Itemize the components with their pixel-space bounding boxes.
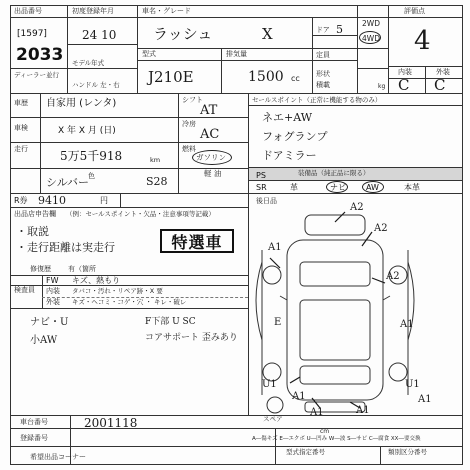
color-label: 色 [88, 172, 95, 180]
report-note: F下部 U SC [145, 317, 196, 327]
load-label: 積載 [316, 81, 330, 89]
cm-unit: cm [320, 428, 330, 435]
exterior-grade: C [434, 76, 446, 94]
declaration-label: 出品店申告欄 [14, 210, 56, 218]
cc-unit: cc [291, 74, 300, 83]
equipment-item: SR [256, 183, 267, 192]
cert-label: 型式指定番号 [286, 448, 325, 456]
selling-point-item: ネエ+AW [262, 111, 313, 124]
drive-2wd: 2WD [362, 19, 380, 28]
damage-mark: A1 [356, 405, 370, 416]
damage-mark: A2 [386, 271, 400, 282]
ac-value: AC [200, 127, 220, 142]
damage-mark: A1 [292, 391, 306, 402]
report-note: コアサポート 歪みあり [145, 333, 238, 343]
damage-legend: A―傷キズ E―エクボ U―凹み W―波 S―サビ C―腐食 XX―要交換 [252, 436, 421, 442]
declaration-line: ・走行距離は実走行 [16, 241, 115, 254]
shape-label: 形状 [316, 70, 330, 78]
damage-mark: A2 [350, 202, 364, 213]
evaluation-score: 4 [414, 26, 431, 56]
class-label: 類別区分番号 [388, 448, 427, 456]
selling-points-label: セールスポイント（正常に機能する物のみ） [252, 96, 382, 104]
spare-label: スペア [263, 415, 283, 423]
damage-mark: A1 [310, 407, 324, 418]
damage-mark: U1 [262, 379, 277, 390]
fuel-light: 軽 油 [204, 169, 222, 178]
bottom-label: 希望出品コーナー [30, 453, 86, 461]
bracket-number: [1597] [17, 29, 47, 39]
capacity-label: 定員 [316, 51, 330, 59]
damage-mark: A1 [268, 242, 282, 253]
equipment-item: 革 [290, 183, 298, 192]
equipment-item: 本革 [404, 183, 420, 192]
shift-label: シフト [182, 96, 203, 104]
color-value: シルバー [46, 176, 89, 189]
inspector-label: 検査員 [14, 286, 35, 294]
declaration-line: ・取説 [16, 225, 49, 238]
displacement-value: 1500 [248, 69, 284, 85]
damage-mark: E [274, 317, 282, 328]
evaluation-label: 評価点 [404, 7, 425, 15]
grade: X [262, 25, 273, 43]
equipment-label: 装備品（純正品に限る） [298, 169, 370, 177]
history-label: 車歴 [14, 99, 28, 107]
color-code: S28 [146, 175, 168, 188]
equipment-item: PS [256, 171, 266, 180]
handle-label: ハンドル 左・右 [72, 81, 120, 89]
interior-grade: C [398, 76, 410, 94]
reg-no-label: 登録番号 [20, 434, 48, 442]
model-name: ラッシュ [153, 25, 213, 43]
lot-number-label: 出品番号 [14, 7, 42, 15]
recycle-label: R券 [14, 196, 28, 205]
model-label: 車名・グレード [142, 7, 191, 15]
report-note: ナビ・U [30, 317, 69, 328]
history-value: 自家用 (レンタ) [46, 98, 117, 109]
fw-note: キズ、熱もり [72, 276, 121, 285]
repair-label: 修復歴 [30, 265, 51, 273]
doors-value: 5 [336, 23, 343, 36]
damage-mark: A1 [400, 319, 414, 330]
damage-mark: U1 [405, 379, 420, 390]
special-stamp-text: 特選車 [171, 232, 223, 252]
kg-unit: kg [378, 83, 386, 90]
damage-mark: A2 [374, 223, 388, 234]
equipment-item: ナビ [330, 183, 346, 192]
fuel-options: ガソリン [196, 153, 226, 162]
mileage-label: 走行 [14, 145, 28, 153]
inspector-interior-note: タバコ・汚れ・リペア跡・X 要 [72, 287, 163, 295]
report-note: 小AW [30, 335, 58, 346]
damage-mark: A1 [418, 394, 432, 405]
notes-label: 後日品 [256, 197, 277, 205]
fw-label: FW [46, 276, 59, 285]
recycle-unit: 円 [100, 196, 108, 205]
dealer-label: ディーラー並行 [14, 71, 59, 79]
mileage-value: 5万5千918 [60, 149, 123, 163]
shift-value: AT [200, 103, 218, 118]
interior-label: 内装 [398, 68, 412, 76]
fuel-label: 燃料 [182, 145, 196, 153]
inspection-value: X 年 X 月 (日) [58, 126, 116, 136]
km-unit: km [150, 156, 161, 164]
model-year-label: モデル年式 [72, 59, 105, 67]
chassis-code: J210E [148, 68, 194, 86]
first-reg-label: 初度登録年月 [72, 7, 114, 15]
chassis-no-label: 車台番号 [20, 418, 48, 426]
exterior-label: 外装 [436, 68, 450, 76]
door-label: ドア [316, 26, 330, 34]
first-reg-value: 24 10 [82, 28, 117, 42]
chassis-no-value: 2001118 [84, 416, 138, 430]
selling-point-item: ドアミラー [262, 149, 317, 162]
repair-value: 有（箇所 [68, 265, 96, 273]
selling-point-item: フォグランプ [262, 130, 328, 143]
displacement-label: 排気量 [226, 50, 247, 58]
inspector-exterior-label: 外装 [46, 298, 60, 306]
inspector-interior-label: 内装 [46, 287, 60, 295]
drive-4wd: 4WD [362, 34, 380, 43]
inspection-label: 車検 [14, 124, 28, 132]
recycle-value: 9410 [38, 194, 66, 207]
ac-label: 冷房 [182, 120, 196, 128]
declaration-sub-label: （例：セールスポイント・欠品・注意事項等記載） [66, 210, 215, 218]
lot-number: 2033 [16, 45, 64, 65]
equipment-item: AW [366, 183, 379, 192]
type-label: 型式 [142, 50, 156, 58]
inspector-exterior-note: キズ・ヘコミ・コゲ・穴 ・ キレ・破レ [72, 298, 187, 306]
